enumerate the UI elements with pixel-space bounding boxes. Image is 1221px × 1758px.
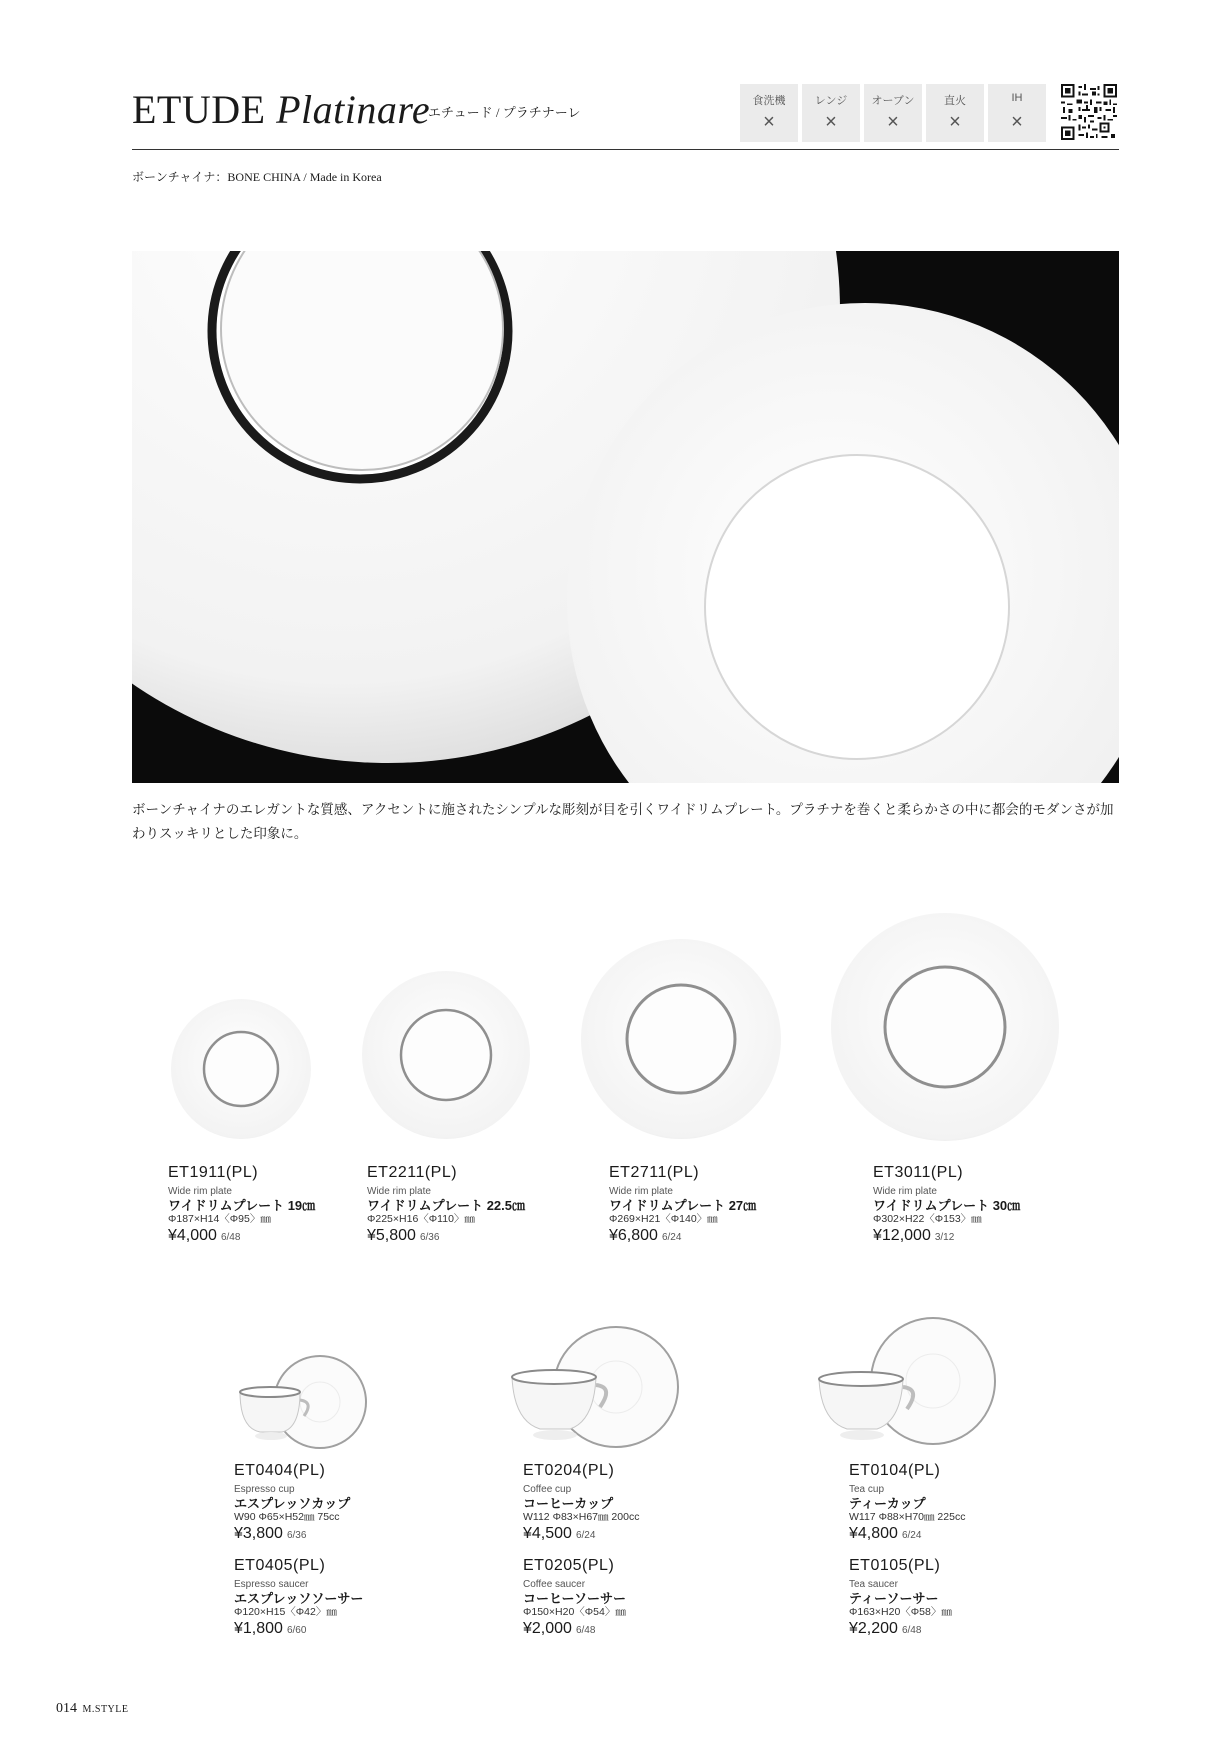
product-price-line xyxy=(873,1226,1020,1248)
product-price-line xyxy=(609,1226,756,1248)
material-note: ボーンチャイナ：BONE CHINA / Made in Korea xyxy=(132,170,382,184)
product-dimensions: Φ163×H20〈Φ58〉㎜ xyxy=(849,1606,952,1618)
espresso-cup-saucer-image xyxy=(230,1350,370,1450)
cross-icon: × xyxy=(949,111,961,133)
badge-microwave xyxy=(802,84,860,142)
product-code: ET3011(PL) xyxy=(873,1164,964,1181)
product-dimensions: W112 Φ83×H67㎜ 200cc xyxy=(523,1511,640,1523)
qr-code-icon[interactable] xyxy=(1061,84,1117,140)
badge-label: 食洗機 xyxy=(752,95,786,107)
product-price-line xyxy=(849,1524,965,1546)
product-pack: 3/12 xyxy=(934,1232,955,1243)
product-et0205 xyxy=(523,1556,626,1641)
badge-open-flame xyxy=(926,84,984,142)
badge-label: 直火 xyxy=(944,95,966,107)
product-english-name: Espresso cup xyxy=(234,1484,295,1495)
product-price: ¥12,000 xyxy=(873,1227,931,1244)
product-et2711 xyxy=(609,1163,756,1248)
product-price: ¥1,800 xyxy=(234,1620,283,1637)
product-price: ¥2,000 xyxy=(523,1620,572,1637)
plate-image-et2211 xyxy=(361,970,531,1140)
tea-cup-saucer-image xyxy=(815,1315,997,1450)
product-pack: 6/24 xyxy=(575,1530,596,1541)
product-price-line xyxy=(849,1619,952,1641)
product-japanese-name: エスプレッソカップ xyxy=(234,1496,351,1511)
badge-dishwasher xyxy=(740,84,798,142)
title-main: ETUDE xyxy=(132,87,277,132)
product-code: ET0404(PL) xyxy=(234,1462,326,1479)
product-et3011 xyxy=(873,1163,1020,1248)
product-price: ¥6,800 xyxy=(609,1227,658,1244)
product-dimensions: W117 Φ88×H70㎜ 225cc xyxy=(849,1511,966,1523)
product-et0404 xyxy=(234,1461,350,1546)
product-english-name: Wide rim plate xyxy=(367,1186,431,1197)
usage-badges xyxy=(740,84,1046,142)
product-et0204 xyxy=(523,1461,639,1546)
product-price: ¥4,500 xyxy=(523,1525,572,1542)
product-price: ¥4,800 xyxy=(849,1525,898,1542)
page-footer xyxy=(56,1701,129,1717)
product-japanese-name: ティーカップ xyxy=(849,1496,926,1511)
plate-image-et3011 xyxy=(830,912,1060,1142)
product-english-name: Tea cup xyxy=(849,1484,885,1495)
cross-icon: × xyxy=(825,111,837,133)
product-japanese-name: ティーソーサー xyxy=(849,1591,939,1606)
product-english-name: Coffee cup xyxy=(523,1484,572,1495)
product-japanese-name: コーヒーソーサー xyxy=(523,1591,626,1606)
product-code: ET2211(PL) xyxy=(367,1164,458,1181)
product-price-line xyxy=(367,1226,525,1248)
product-english-name: Coffee saucer xyxy=(523,1579,586,1590)
product-code: ET0405(PL) xyxy=(234,1557,326,1574)
product-code: ET0105(PL) xyxy=(849,1557,941,1574)
product-price: ¥4,000 xyxy=(168,1227,217,1244)
product-dimensions: Φ120×H15〈Φ42〉㎜ xyxy=(234,1606,337,1618)
product-pack: 6/36 xyxy=(419,1232,440,1243)
product-pack: 6/60 xyxy=(286,1625,307,1636)
product-pack: 6/48 xyxy=(220,1232,241,1243)
product-japanese-name: ワイドリムプレート 22.5㎝ xyxy=(367,1198,526,1213)
product-code: ET0205(PL) xyxy=(523,1557,615,1574)
product-dimensions: Φ225×H16〈Φ110〉㎜ xyxy=(367,1213,475,1225)
product-price: ¥3,800 xyxy=(234,1525,283,1542)
product-price-line xyxy=(234,1524,350,1546)
product-english-name: Espresso saucer xyxy=(234,1579,309,1590)
badge-label: IH xyxy=(1011,92,1023,104)
product-pack: 6/24 xyxy=(901,1530,922,1541)
title-italic: Platinare xyxy=(276,87,431,132)
plate-image-et1911 xyxy=(170,998,312,1140)
product-code: ET0204(PL) xyxy=(523,1462,615,1479)
page-number: 014 xyxy=(56,1701,77,1716)
product-et0104 xyxy=(849,1461,965,1546)
cross-icon: × xyxy=(1011,111,1023,133)
product-code: ET1911(PL) xyxy=(168,1164,259,1181)
cross-icon: × xyxy=(887,111,899,133)
product-english-name: Wide rim plate xyxy=(873,1186,937,1197)
product-dimensions: Φ187×H14〈Φ95〉㎜ xyxy=(168,1213,271,1225)
product-price-line xyxy=(234,1619,363,1641)
product-english-name: Tea saucer xyxy=(849,1579,898,1590)
product-pack: 6/48 xyxy=(575,1625,596,1636)
product-et0105 xyxy=(849,1556,952,1641)
product-dimensions: Φ302×H22〈Φ153〉㎜ xyxy=(873,1213,982,1225)
product-pack: 6/36 xyxy=(286,1530,307,1541)
product-japanese-name: エスプレッソソーサー xyxy=(234,1591,364,1606)
product-et1911 xyxy=(168,1163,315,1248)
hero-plates-image xyxy=(132,251,1119,783)
page-title xyxy=(132,86,430,134)
header-divider xyxy=(132,149,1119,150)
product-pack: 6/24 xyxy=(661,1232,682,1243)
product-et2211 xyxy=(367,1163,525,1248)
product-code: ET2711(PL) xyxy=(609,1164,700,1181)
cross-icon: × xyxy=(763,111,775,133)
badge-oven xyxy=(864,84,922,142)
product-japanese-name: コーヒーカップ xyxy=(523,1496,614,1511)
product-code: ET0104(PL) xyxy=(849,1462,941,1479)
product-et0405 xyxy=(234,1556,363,1641)
hero-photo xyxy=(132,251,1119,783)
badge-label: オーブン xyxy=(871,95,915,107)
product-dimensions: Φ150×H20〈Φ54〉㎜ xyxy=(523,1606,626,1618)
product-description: ボーンチャイナのエレガントな質感、アクセントに施されたシンプルな彫刻が目を引くワイドリムプレート。プラチナを巻くと柔らかさの中に都会的モダンさが加わりスッキリとした印象に。 xyxy=(132,802,1114,841)
product-price: ¥2,200 xyxy=(849,1620,898,1637)
product-price-line xyxy=(523,1524,639,1546)
page-subtitle: エチュード / プラチナーレ xyxy=(428,105,581,120)
product-japanese-name: ワイドリムプレート 27㎝ xyxy=(609,1198,757,1213)
product-dimensions: Φ269×H21〈Φ140〉㎜ xyxy=(609,1213,718,1225)
coffee-cup-saucer-image xyxy=(508,1325,680,1450)
product-english-name: Wide rim plate xyxy=(168,1186,232,1197)
product-dimensions: W90 Φ65×H52㎜ 75cc xyxy=(234,1511,340,1523)
product-pack: 6/48 xyxy=(901,1625,922,1636)
product-price: ¥5,800 xyxy=(367,1227,416,1244)
product-japanese-name: ワイドリムプレート 30㎝ xyxy=(873,1198,1021,1213)
plate-image-et2711 xyxy=(580,938,782,1140)
badge-ih xyxy=(988,84,1046,142)
product-price-line xyxy=(168,1226,315,1248)
badge-label: レンジ xyxy=(814,95,848,107)
product-english-name: Wide rim plate xyxy=(609,1186,673,1197)
footer-brand: M.STYLE xyxy=(82,1704,129,1715)
product-japanese-name: ワイドリムプレート 19㎝ xyxy=(168,1198,316,1213)
product-price-line xyxy=(523,1619,626,1641)
